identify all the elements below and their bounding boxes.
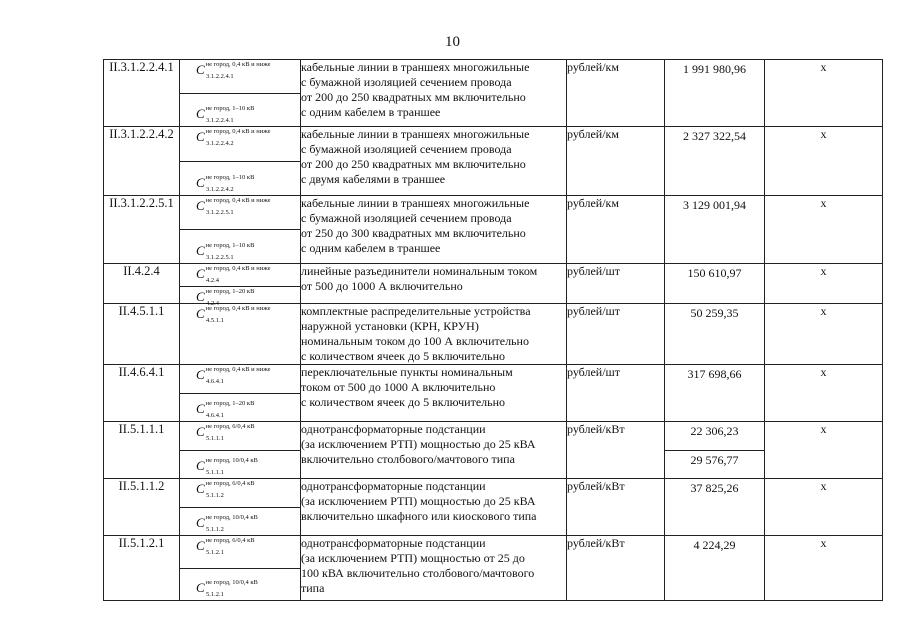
rate-subscript: 4.5.1.1 bbox=[206, 317, 224, 324]
table-row bbox=[104, 422, 883, 479]
description-line: от 200 до 250 квадратных мм включительно bbox=[301, 90, 526, 104]
description-line: кабельные линии в траншеях многожильные bbox=[301, 196, 530, 210]
rate-value: 2 327 322,54 bbox=[683, 129, 746, 143]
rate-superscript: не город, 10/0,4 кВ bbox=[205, 457, 258, 464]
rate-symbol-cell bbox=[180, 422, 301, 479]
not-applicable-mark: x bbox=[765, 60, 883, 127]
description-line: (за исключением РТП) мощностью от 25 до bbox=[301, 551, 525, 565]
description-line: комплектные распределительные устройства bbox=[301, 304, 531, 318]
rate-superscript: не город, 1–10 кВ bbox=[205, 242, 255, 249]
rate-value-cell bbox=[665, 304, 765, 365]
rate-symbol bbox=[180, 536, 300, 568]
table-row bbox=[104, 127, 883, 196]
item-code: II.5.1.2.1 bbox=[104, 536, 180, 601]
rate-superscript: не город, 1–20 кВ bbox=[205, 288, 255, 295]
rate-value-cell bbox=[665, 536, 765, 601]
description-line: с одним кабелем в траншее bbox=[301, 105, 441, 119]
rate-value-cell bbox=[665, 196, 765, 264]
rate-letter: C bbox=[196, 175, 205, 190]
description-line: с одним кабелем в траншее bbox=[301, 241, 441, 255]
description-line: кабельные линии в траншеях многожильные bbox=[301, 127, 530, 141]
not-applicable-mark: x bbox=[765, 365, 883, 422]
item-description bbox=[301, 60, 567, 127]
rate-value-cell bbox=[665, 264, 765, 304]
description-line: с бумажной изоляцией сечением провода bbox=[301, 142, 512, 156]
rate-value: 4 224,29 bbox=[693, 538, 736, 552]
rate-symbol-cell bbox=[180, 60, 301, 127]
item-description bbox=[301, 422, 567, 479]
description-line: линейные разъединители номинальным током bbox=[301, 264, 538, 278]
rate-superscript: не город, 6/0,4 кВ bbox=[205, 423, 255, 430]
not-applicable-mark: x bbox=[765, 479, 883, 536]
rate-symbol bbox=[180, 393, 300, 422]
rate-value: 37 825,26 bbox=[690, 481, 739, 495]
rate-letter: C bbox=[196, 580, 205, 595]
rate-subscript: 3.1.2.2.4.1 bbox=[206, 117, 234, 124]
rate-value-cell bbox=[665, 60, 765, 127]
rate-letter: C bbox=[196, 62, 205, 77]
not-applicable-mark: x bbox=[765, 422, 883, 479]
not-applicable-mark: x bbox=[765, 304, 883, 365]
rate-letter: C bbox=[196, 424, 205, 439]
rate-value-cell bbox=[665, 127, 765, 196]
item-code: II.3.1.2.2.4.2 bbox=[104, 127, 180, 196]
rate-subscript: 5.1.1.1 bbox=[206, 435, 224, 442]
rate-subscript: 3.1.2.2.5.1 bbox=[206, 254, 234, 261]
rate-superscript: не город, 0,4 кВ и ниже bbox=[205, 197, 271, 204]
description-line: от 500 до 1000 А включительно bbox=[301, 279, 463, 293]
rate-letter: C bbox=[196, 306, 205, 321]
rate-subscript: 3.1.2.2.4.2 bbox=[206, 140, 234, 147]
rate-letter: C bbox=[196, 106, 205, 121]
tariff-table bbox=[103, 59, 883, 601]
rate-superscript: не город, 0,4 кВ и ниже bbox=[205, 61, 271, 68]
rate-subscript: 3.1.2.2.4.1 bbox=[206, 73, 234, 80]
unit-of-measure: рублей/кВт bbox=[567, 479, 665, 536]
unit-of-measure: рублей/шт bbox=[567, 264, 665, 304]
rate-letter: C bbox=[196, 289, 205, 304]
rate-symbol-cell bbox=[180, 304, 301, 365]
rate-subscript: 4.2.4 bbox=[206, 277, 219, 284]
table-row bbox=[104, 365, 883, 422]
rate-letter: C bbox=[196, 515, 205, 530]
rate-symbol bbox=[180, 568, 300, 601]
item-code: II.3.1.2.2.4.1 bbox=[104, 60, 180, 127]
item-code: II.5.1.1.2 bbox=[104, 479, 180, 536]
rate-superscript: не город, 6/0,4 кВ bbox=[205, 537, 255, 544]
rate-superscript: не город, 1–10 кВ bbox=[205, 174, 255, 181]
not-applicable-mark: x bbox=[765, 127, 883, 196]
not-applicable-mark: x bbox=[765, 264, 883, 304]
rate-superscript: не город, 0,4 кВ и ниже bbox=[205, 305, 271, 312]
item-code: II.4.6.4.1 bbox=[104, 365, 180, 422]
rate-subscript: 3.1.2.2.5.1 bbox=[206, 209, 234, 216]
table-row bbox=[104, 304, 883, 365]
rate-value: 3 129 001,94 bbox=[683, 198, 746, 212]
not-applicable-mark: x bbox=[765, 196, 883, 264]
rate-subscript: 5.1.1.2 bbox=[206, 492, 224, 499]
rate-symbol bbox=[180, 304, 300, 360]
rate-value: 317 698,66 bbox=[687, 367, 742, 381]
rate-value-cell bbox=[665, 422, 765, 479]
page-number: 10 bbox=[445, 34, 460, 50]
item-description bbox=[301, 127, 567, 196]
rate-value: 150 610,97 bbox=[687, 266, 742, 280]
rate-symbol-cell bbox=[180, 479, 301, 536]
rate-value: 22 306,23 bbox=[690, 424, 739, 438]
description-line: кабельные линии в траншеях многожильные bbox=[301, 60, 530, 74]
item-description bbox=[301, 365, 567, 422]
description-line: от 250 до 300 квадратных мм включительно bbox=[301, 226, 526, 240]
rate-superscript: не город, 6/0,4 кВ bbox=[205, 480, 255, 487]
rate-superscript: не город, 1–10 кВ bbox=[205, 105, 255, 112]
rate-symbol bbox=[180, 127, 300, 161]
rate-symbol bbox=[180, 229, 300, 263]
item-code: II.5.1.1.1 bbox=[104, 422, 180, 479]
rate-symbol bbox=[180, 479, 300, 507]
rate-letter: C bbox=[196, 129, 205, 144]
description-line: с бумажной изоляцией сечением провода bbox=[301, 211, 512, 225]
unit-of-measure: рублей/км bbox=[567, 127, 665, 196]
rate-symbol bbox=[180, 422, 300, 450]
item-description bbox=[301, 536, 567, 601]
rate-subscript: 4.6.4.1 bbox=[206, 412, 224, 419]
rate-superscript: не город, 10/0,4 кВ bbox=[205, 514, 258, 521]
description-line: типа bbox=[301, 581, 325, 595]
table-row bbox=[104, 264, 883, 304]
item-description bbox=[301, 479, 567, 536]
description-line: однотрансформаторные подстанции bbox=[301, 422, 486, 436]
item-description bbox=[301, 304, 567, 365]
rate-superscript: не город, 10/0,4 кВ bbox=[205, 579, 258, 586]
rate-subscript: 5.1.1.1 bbox=[206, 469, 224, 476]
rate-symbol bbox=[180, 93, 300, 127]
rate-subscript: 5.1.2.1 bbox=[206, 549, 224, 556]
rate-value: 1 991 980,96 bbox=[683, 62, 746, 76]
unit-of-measure: рублей/км bbox=[567, 60, 665, 127]
table-row bbox=[104, 60, 883, 127]
description-line: током от 500 до 1000 А включительно bbox=[301, 380, 496, 394]
rate-subscript: 4.6.4.1 bbox=[206, 378, 224, 385]
rate-symbol bbox=[180, 161, 300, 196]
unit-of-measure: рублей/кВт bbox=[567, 536, 665, 601]
rate-subscript: 4.2.4 bbox=[206, 300, 219, 307]
rate-letter: C bbox=[196, 198, 205, 213]
description-line: (за исключением РТП) мощностью до 25 кВА bbox=[301, 437, 536, 451]
description-line: 100 кВА включительно столбового/мачтового bbox=[301, 566, 535, 580]
rate-value-cell bbox=[665, 365, 765, 422]
description-line: наружной установки (КРН, КРУН) bbox=[301, 319, 479, 333]
rate-symbol-cell bbox=[180, 196, 301, 264]
table-row bbox=[104, 536, 883, 601]
rate-symbol bbox=[180, 365, 300, 393]
description-line: переключательные пункты номинальным bbox=[301, 365, 513, 379]
item-code: II.3.1.2.2.5.1 bbox=[104, 196, 180, 264]
item-description bbox=[301, 264, 567, 304]
rate-superscript: не город, 0,4 кВ и ниже bbox=[205, 128, 271, 135]
rate-symbol bbox=[180, 507, 300, 536]
rate-superscript: не город, 0,4 кВ и ниже bbox=[205, 366, 271, 373]
rate-symbol-cell bbox=[180, 365, 301, 422]
table-row bbox=[104, 479, 883, 536]
rate-superscript: не город, 1–20 кВ bbox=[205, 400, 255, 407]
description-line: с двумя кабелями в траншее bbox=[301, 172, 446, 186]
rate-letter: C bbox=[196, 367, 205, 382]
rate-symbol bbox=[180, 450, 300, 479]
rate-symbol bbox=[180, 264, 300, 286]
rate-symbol bbox=[180, 60, 300, 93]
unit-of-measure: рублей/кВт bbox=[567, 422, 665, 479]
description-line: с количеством ячеек до 5 включительно bbox=[301, 395, 506, 409]
description-line: включительно столбового/мачтового типа bbox=[301, 452, 515, 466]
rate-symbol bbox=[180, 196, 300, 229]
rate-superscript: не город, 0,4 кВ и ниже bbox=[205, 265, 271, 272]
description-line: с количеством ячеек до 5 включительно bbox=[301, 349, 506, 363]
rate-subscript: 5.1.1.2 bbox=[206, 526, 224, 533]
rate-letter: C bbox=[196, 266, 205, 281]
description-line: (за исключением РТП) мощностью до 25 кВА bbox=[301, 494, 536, 508]
item-code: II.4.2.4 bbox=[104, 264, 180, 304]
description-line: с бумажной изоляцией сечением провода bbox=[301, 75, 512, 89]
table-row bbox=[104, 196, 883, 264]
description-line: номинальным током до 100 А включительно bbox=[301, 334, 529, 348]
unit-of-measure: рублей/км bbox=[567, 196, 665, 264]
rate-letter: C bbox=[196, 401, 205, 416]
item-code: II.4.5.1.1 bbox=[104, 304, 180, 365]
rate-subscript: 3.1.2.2.4.2 bbox=[206, 186, 234, 193]
rate-symbol-cell bbox=[180, 127, 301, 196]
description-line: от 200 до 250 квадратных мм включительно bbox=[301, 157, 526, 171]
not-applicable-mark: x bbox=[765, 536, 883, 601]
description-line: однотрансформаторные подстанции bbox=[301, 479, 486, 493]
description-line: включительно шкафного или киоскового типа bbox=[301, 509, 537, 523]
rate-subscript: 5.1.2.1 bbox=[206, 591, 224, 598]
description-line: однотрансформаторные подстанции bbox=[301, 536, 486, 550]
rate-value: 29 576,77 bbox=[665, 450, 764, 479]
unit-of-measure: рублей/шт bbox=[567, 304, 665, 365]
rate-symbol-cell bbox=[180, 536, 301, 601]
tariff-table-body bbox=[104, 60, 883, 601]
rate-value-cell bbox=[665, 479, 765, 536]
rate-letter: C bbox=[196, 458, 205, 473]
rate-letter: C bbox=[196, 243, 205, 258]
rate-letter: C bbox=[196, 538, 205, 553]
unit-of-measure: рублей/шт bbox=[567, 365, 665, 422]
item-description bbox=[301, 196, 567, 264]
rate-letter: C bbox=[196, 481, 205, 496]
rate-symbol-cell bbox=[180, 264, 301, 307]
rate-value: 50 259,35 bbox=[690, 306, 739, 320]
